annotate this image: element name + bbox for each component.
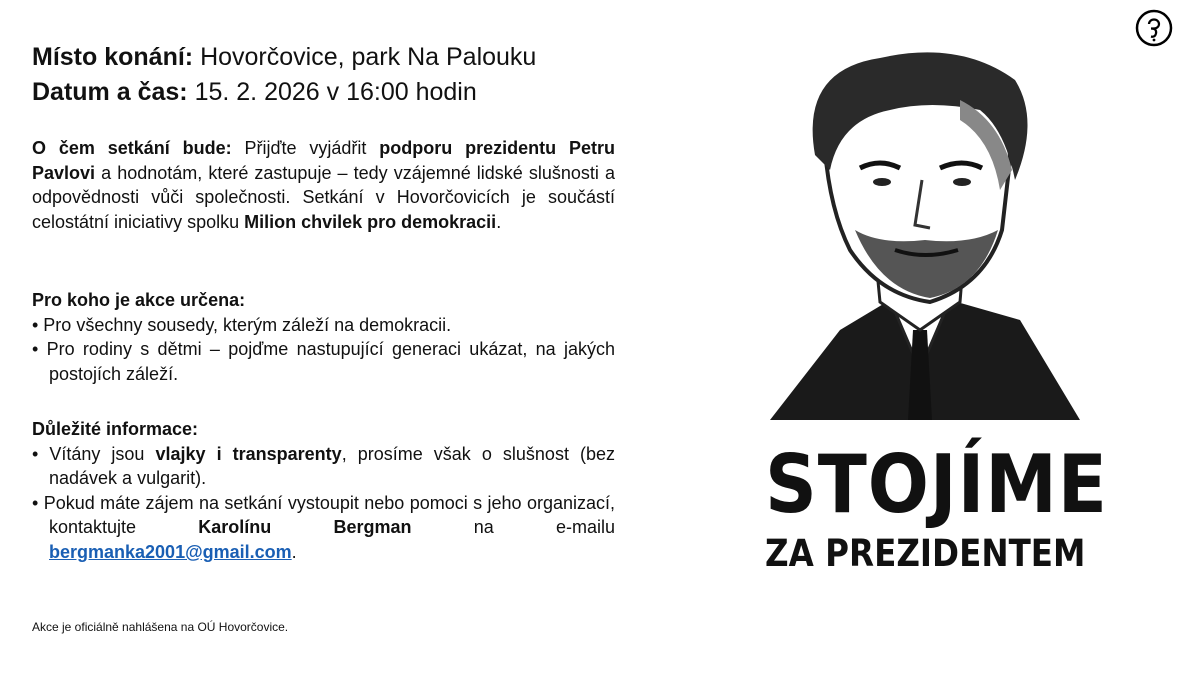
poster-slogan-line1: STOJÍME — [765, 438, 1108, 531]
audience-section — [32, 288, 615, 386]
info-text: na e-mailu — [411, 517, 616, 538]
about-paragraph — [32, 136, 615, 234]
list-item: • Pro rodiny s dětmi – pojďme nastupující generaci ukázat, na jakých postojích záleží. — [32, 339, 615, 384]
info-bold: vlajky i transparenty — [155, 443, 342, 464]
venue-label: Místo konání: — [32, 43, 194, 71]
about-label: O čem setkání bude: — [32, 138, 232, 158]
logo-icon — [1135, 9, 1173, 47]
venue-value: Hovorčovice, park Na Palouku — [200, 43, 537, 71]
list-item — [32, 491, 615, 565]
venue-line — [32, 42, 536, 72]
info-text: • Pokud máte zájem na setkání vystoupit nebo pomoci s jeho organizací, kontaktujte — [32, 492, 615, 538]
about-bold: podporu prezidentu Petru Pavlovi — [32, 138, 615, 183]
info-section — [32, 417, 615, 565]
datetime-value: 15. 2. 2026 v 16:00 hodin — [194, 78, 477, 106]
info-text: . — [291, 541, 297, 562]
email-link[interactable]: bergmanka2001@gmail.com — [49, 541, 292, 562]
list-item: • Pro všechny sousedy, kterým záleží na demokracii. — [32, 314, 452, 335]
about-bold: Milion chvilek pro demokracii — [244, 211, 497, 232]
list-item — [32, 442, 615, 491]
about-text: a hodnotám, které zastupuje – tedy vzájemné lidské slušnosti a odpovědnosti vůči společnosti. Setkání v Hovorčovicích je součástí celostátní iniciativy spolku — [32, 162, 615, 232]
about-text: . — [496, 211, 502, 232]
info-text: , prosíme však o slušnost (bez nadávek a vulgarit). — [49, 443, 616, 489]
about-text: Přijďte vyjádřit — [231, 138, 380, 158]
footer-note: Akce je oficiálně nahlášena na OÚ Hovorčovice. — [32, 620, 289, 634]
datetime-label: Datum a čas: — [32, 78, 188, 106]
info-text: • Vítány jsou — [32, 443, 156, 464]
audience-heading: Pro koho je akce určena: — [32, 290, 246, 310]
datetime-line — [32, 77, 477, 107]
contact-name: Karolínu Bergman — [198, 517, 412, 538]
poster-slogan-line2: ZA PREZIDENTEM — [765, 532, 1086, 575]
info-heading: Důležité informace: — [32, 419, 199, 439]
